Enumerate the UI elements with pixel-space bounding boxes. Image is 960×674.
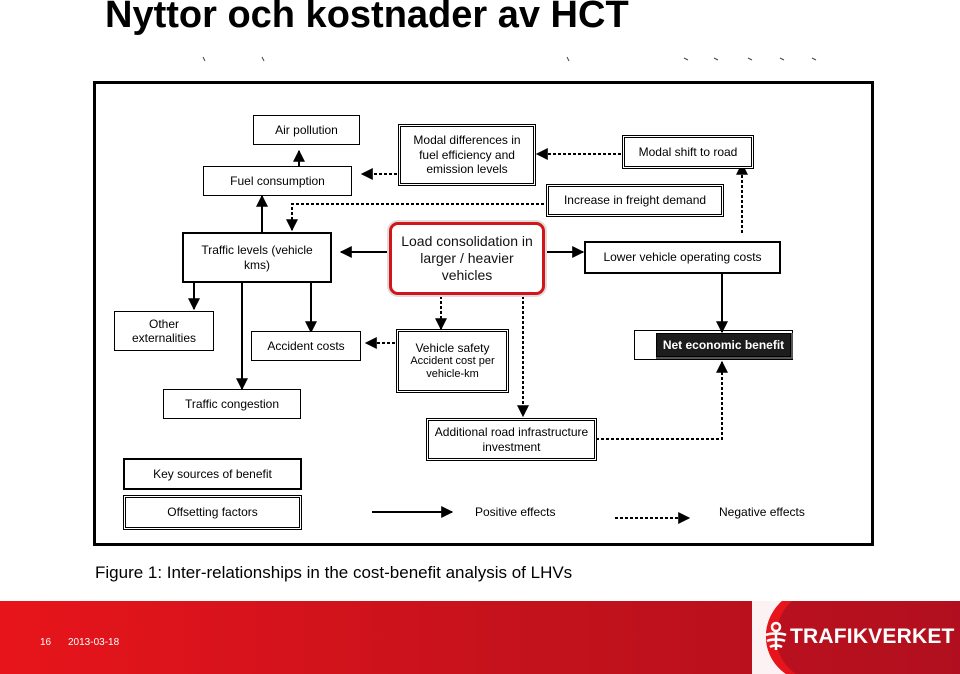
vehicle-safety-subtitle: Accident cost per vehicle-km bbox=[410, 355, 495, 381]
cropped-text-remnant bbox=[0, 52, 960, 64]
road-infrastructure-box: Additional road infrastructure investment bbox=[426, 418, 597, 461]
operating-costs-box: Lower vehicle operating costs bbox=[584, 241, 781, 274]
vehicle-safety-title: Vehicle safety bbox=[415, 340, 490, 355]
footer-date: 2013-03-18 bbox=[68, 637, 120, 648]
accident-costs-box: Accident costs bbox=[251, 331, 361, 361]
air-pollution-box: Air pollution bbox=[253, 115, 360, 145]
load-consolidation-box: Load consolidation in larger / heavier vehicles bbox=[389, 222, 545, 295]
fuel-consumption-box: Fuel consumption bbox=[203, 166, 352, 196]
figure-caption: Figure 1: Inter-relationships in the cost-benefit analysis of LHVs bbox=[95, 563, 573, 582]
cost-benefit-figure bbox=[93, 81, 874, 546]
traffic-levels-box: Traffic levels (vehicle kms) bbox=[182, 232, 332, 283]
slide-title: Nyttor och kostnader av HCT bbox=[105, 0, 629, 36]
freight-demand-box: Increase in freight demand bbox=[546, 184, 724, 217]
traffic-congestion-box: Traffic congestion bbox=[163, 389, 301, 419]
trafikverket-emblem-icon bbox=[764, 621, 788, 651]
net-benefit-box: Net economic benefit bbox=[656, 333, 791, 357]
vehicle-safety-box bbox=[396, 329, 509, 393]
page-number: 16 bbox=[40, 637, 52, 648]
legend-key-sources-box: Key sources of benefit bbox=[123, 458, 302, 490]
modal-shift-box: Modal shift to road bbox=[622, 135, 754, 169]
arrow-infrastructure-to-net bbox=[596, 362, 722, 439]
footer-bar bbox=[0, 601, 960, 674]
trafikverket-logo-text: TRAFIKVERKET bbox=[790, 625, 955, 648]
other-externalities-box: Other externalities bbox=[114, 311, 214, 351]
modal-differences-box: Modal differences in fuel efficiency and emission levels bbox=[398, 124, 536, 186]
legend-negative-label: Negative effects bbox=[719, 505, 805, 519]
legend-offsetting-box: Offsetting factors bbox=[123, 495, 302, 530]
legend-positive-label: Positive effects bbox=[475, 505, 556, 519]
